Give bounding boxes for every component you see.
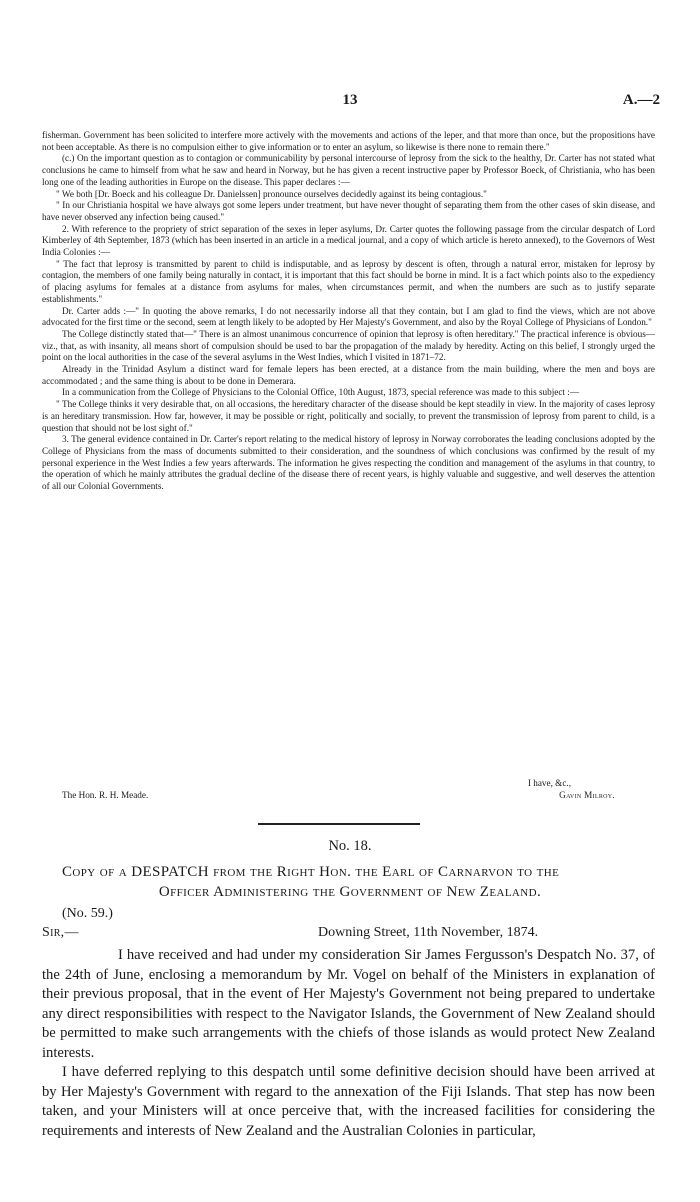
despatch-number: No. 18. [328, 838, 372, 854]
valediction: I have, &c., [527, 778, 571, 788]
paragraph: In a communication from the College of Physicians to the Colonial Office, 10th August, 1873, special reference was made to this subject :— [62, 387, 580, 398]
signature-line [42, 790, 655, 804]
paragraph: 2. With reference to the propriety of strict separation of the sexes in leper asylums, Dr. Carter quotes the following passage from the circular despatch of Lord Kimberley of 4th September, 1873 (which has been inserted in an article in a medical journal, and a copy of which article is hereto annexed), to the Governors of West India Colonies :— [42, 223, 655, 258]
quote-paragraph: " The College thinks it very desirable that, on all occasions, the hereditary character of the disease should be kept steadily in view. In the majority of cases leprosy is an hereditary transmission. How far, however, it may be possible or right, politically and socially, to prevent the transmission of leprosy from parent to child, is a question that should not be lost sight of." [42, 399, 655, 433]
despatch-body [42, 946, 655, 1141]
paragraph: Already in the Trinidad Asylum a distinct ward for female lepers has been erected, at a distance from the main building, where the men and boys are accommodated ; and the same thing is about to be done in Demerara. [42, 364, 655, 386]
report-text [42, 130, 655, 493]
despatch-title-line1: Copy of a DESPATCH from the Right Hon. the Earl of Carnarvon to the [62, 864, 560, 880]
signature: Gavin Milroy. [559, 790, 615, 800]
place-date: Downing Street, 11th November, 1874. [318, 925, 539, 940]
paragraph: fisherman. Government has been solicited to interfere more actively with the movements and actions of the leper, and that more than once, but the propositions have not been acceptable. As there is no compulsion either to give information or to enter an asylum, so likewise is there none to remain there." [42, 130, 655, 152]
section-divider [258, 823, 420, 825]
quote-paragraph: " In our Christiania hospital we have always got some lepers under treatment, but have never thought of separating them from the other cases of skin disease, and have never observed any infection being caused." [42, 200, 655, 222]
quote-paragraph: " We both [Dr. Boeck and his colleague Dr. Danielssen] pronounce ourselves decidedly against its being contagious." [56, 188, 487, 199]
paragraph: I have received and had under my consideration Sir James Fergusson's Despatch No. 37, of the 24th of June, enclosing a memorandum by Mr. Vogel on behalf of the Ministers in explanation of their previous proposal, that in the event of Her Majesty's Government not being prepared to undertake any direct responsibilities with respect to the Navigator Islands, the Government of New Zealand should be permitted to make such arrangements with the chiefs of those islands as would protect New Zealand interests. [42, 947, 655, 1061]
paragraph: (c.) On the important question as to contagion or communicability by personal intercourse of leprosy from the sick to the healthy, Dr. Carter has not stated what conclusions he came to himself from what he saw and heard in Norway, but he has given a recent instructive paper by Professor Boeck, of Christiania, who has been long one of the leading authorities in Europe on the disease. This paper declares :— [42, 153, 655, 187]
salutation: Sir,— [42, 925, 79, 940]
paragraph: 3. The general evidence contained in Dr. Carter's report relating to the medical history of leprosy in Norway corroborates the leading conclusions adopted by the College of Physicians from the mass of documents submitted to their consideration, and the soundness of which conclusions was confirmed by the result of my personal experience in the West Indies a few years afterwards. The information he gives respecting the condition and management of the asylums in that country, to the operation of which he mainly attributes the gradual decline of the disease there of recent years, is highly valuable and suggestive, and well deserves the attention of all our Colonial Governments. [42, 434, 655, 492]
page-header [40, 92, 660, 114]
paragraph: Dr. Carter adds :—" In quoting the above remarks, I do not necessarily indorse all that they contain, but I am glad to find the views, which are not above advocated for the first time or the second, seem at length likely to be adopted by Her Majesty's Government, and also by the Royal College of Physicians of London." [42, 305, 655, 328]
addressee: The Hon. R. H. Meade. [62, 790, 149, 800]
document-reference: A.—2 [622, 92, 660, 108]
paragraph: The College distinctly stated that—" There is an almost unanimous concurrence of opinion that leprosy is often hereditary." The practical inference is obvious—viz., that, as with insanity, all means short of compulsion should be used to bar the propagation of the malady by heredity. Acting on this belief, I strongly urged the point on the local authorities in the case of the several asylums in the West Indies, which I visited in 1871–72. [42, 328, 655, 363]
page-number: 13 [342, 92, 358, 108]
paragraph: I have deferred replying to this despatch until some definitive decision should have been arrived at by Her Majesty's Government with regard to the annexation of the Fiji Islands. That step has now been taken, and your Ministers will at once perceive that, with the increased facilities for considering the requirements and interests of New Zealand and the Australian Colonies in particular, [42, 1064, 655, 1139]
quote-paragraph: " The fact that leprosy is transmitted by parent to child is indisputable, and as leprosy by descent is often, through a natural error, mistaken for leprosy by contagion, the members of one family being naturally in contact, it is important that this fact should be borne in mind. It is a fact which points also to the expediency of placing asylums for females at a distance from asylums for males, when circumstances permit, and when the numbers are such as to justify separate establishments." [42, 258, 655, 304]
despatch-serial: (No. 59.) [62, 906, 113, 921]
despatch-title-line2: Officer Administering the Government of New Zealand. [158, 884, 542, 900]
